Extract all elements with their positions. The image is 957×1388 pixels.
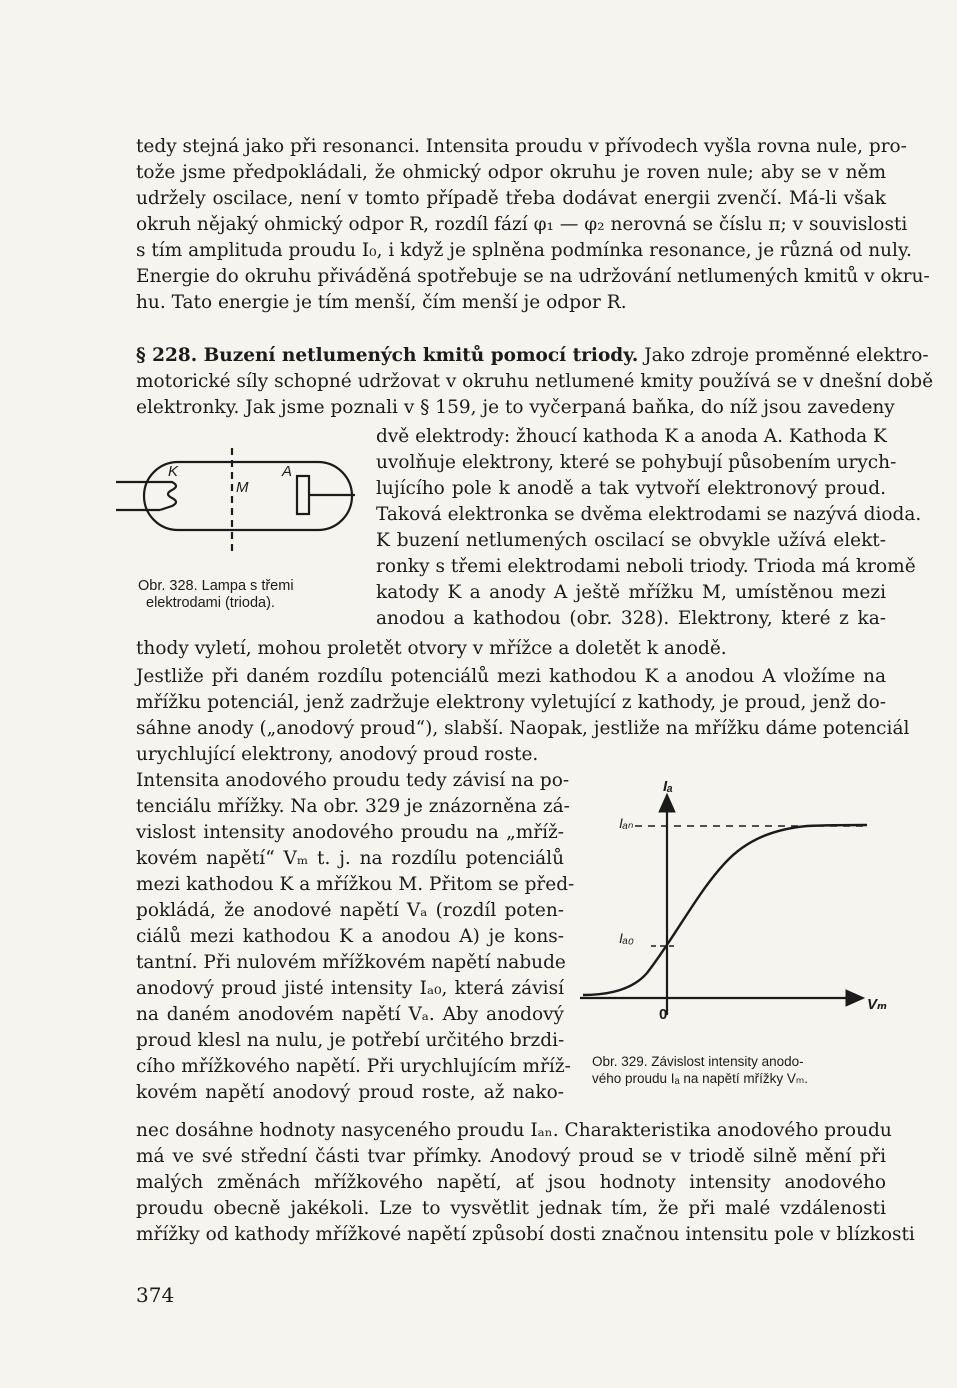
text-line: mřížky od kathody mřížkové napětí způsobí dosti značnou intensitu pole v blízkosti xyxy=(136,1224,915,1245)
text-line: anodou a kathodou (obr. 328). Elektrony, které z ka- xyxy=(376,608,886,629)
text-line: cího mřížkového napětí. Při urychlujícím mříž- xyxy=(136,1056,571,1077)
text-line: uvolňuje elektrony, které se pohybují působením urych- xyxy=(376,452,897,473)
anode-plate xyxy=(297,476,309,514)
text-line: Jestliže při daném rozdílu potenciálů mezi kathodou K a anodou A vložíme na xyxy=(136,666,886,687)
text-line: anodový proud jisté intensity Iₐ₀, která závisí xyxy=(136,978,564,999)
text-line: malých změnách mřížkového napětí, ať jsou hodnoty intensity anodového xyxy=(136,1172,886,1193)
cathode-label: K xyxy=(168,463,179,480)
text-line: s tím amplituda proudu I₀, i když je splněna podmínka resonance, je různá od nuly. xyxy=(136,240,912,261)
text-line: tenciálu mřížky. Na obr. 329 je znázorněna zá- xyxy=(136,796,570,817)
text-line: mezi kathodou K a mřížkou M. Přitom se před- xyxy=(136,874,575,895)
figure-328-caption-1: Obr. 328. Lampa s třemi xyxy=(138,578,294,594)
text-line: katody K a anody A ještě mřížku M, umístěnou mezi xyxy=(376,582,886,603)
figure-329-caption-1: Obr. 329. Závislost intensity anodo- xyxy=(592,1054,804,1069)
text-line: sáhne anody („anodový proud“), slabší. Naopak, jestliže na mřížku dáme potenciál xyxy=(136,718,910,739)
text-line: Intensita anodového proudu tedy závisí na po- xyxy=(136,770,570,791)
text-line: proudu obecně jakékoli. Lze to vysvětlit jednak tím, že při malé vzdálenosti xyxy=(136,1198,886,1219)
text-line: vislost intensity anodového proudu na „mříž- xyxy=(136,822,564,843)
text-line: tantní. Při nulovém mřížkovém napětí nabude xyxy=(136,952,566,973)
text-line: ciálů mezi kathodou K a anodou A) je kons- xyxy=(136,926,564,947)
text-line: nec dosáhne hodnoty nasyceného proudu Iₐₙ. Charakteristika anodového proudu xyxy=(136,1120,892,1141)
text-line: Energie do okruhu přiváděná spotřebuje se na udržování netlumených kmitů v okru- xyxy=(136,266,930,287)
text-line: okruh nějaký ohmický odpor R, rozdíl fází φ₁ — φ₂ nerovná se číslu π; v souvislosti xyxy=(136,214,908,235)
anode-label: A xyxy=(282,463,293,480)
figure-329-caption-2: vého proudu Iₐ na napětí mřížky Vₘ. xyxy=(592,1071,809,1086)
figure-328-caption-2: elektrodami (trioda). xyxy=(146,595,275,611)
zero-grid-current-label: Iₐ₀ xyxy=(619,930,634,946)
section-228-line-3: elektronky. Jak jsme poznali v § 159, je to vyčerpaná baňka, do níž jsou zavedeny xyxy=(136,397,895,418)
text-line: kovém napětí“ Vₘ t. j. na rozdílu potenciálů xyxy=(136,848,564,869)
characteristic-curve xyxy=(583,825,867,995)
triode-figure xyxy=(110,440,360,570)
text-line: má ve své střední části tvar přímky. Anodový proud se v triodě silně mění při xyxy=(136,1146,886,1167)
saturation-label: Iₐₙ xyxy=(619,815,634,831)
cathode-filament xyxy=(160,482,176,510)
text-line: tedy stejná jako při resonanci. Intensita proudu v přívodech vyšla rovna nule, pro- xyxy=(136,136,907,157)
text-line: lujícího pole k anodě a tak vytvoří elektronový proud. xyxy=(376,478,886,499)
x-axis-label: Vₘ xyxy=(867,996,887,1013)
text-line: pokládá, že anodové napětí Vₐ (rozdíl poten- xyxy=(136,900,564,921)
text-line: Taková elektronka se dvěma elektrodami se nazývá dioda. xyxy=(376,504,922,525)
section-heading: § 228. Buzení netlumených kmitů pomocí triody. xyxy=(136,345,639,366)
page-number: 374 xyxy=(136,1283,175,1307)
origin-label: 0 xyxy=(659,1006,668,1023)
text-line: kovém napětí anodový proud roste, až nako- xyxy=(136,1082,564,1103)
section-228-line-2: motorické síly schopné udržovat v okruhu netlumené kmity používá se v dnešní době xyxy=(136,371,934,392)
text-line: proud klesl na nulu, je potřebí určitého brzdi- xyxy=(136,1030,565,1051)
text-line: ronky s třemi elektrodami neboli triody. Trioda má kromě xyxy=(376,556,916,577)
text-line: K buzení netlumených oscilací se obvykle užívá elekt- xyxy=(376,530,886,551)
text-line: hu. Tato energie je tím menší, čím menší je odpor R. xyxy=(136,292,627,313)
text-line: dvě elektrody: žhoucí kathoda K a anoda A. Kathoda K xyxy=(376,426,887,447)
text-line: mřížku potenciál, jenž zadržuje elektrony vyletující z kathody, je proud, jenž do- xyxy=(136,692,886,713)
text-line: urychlující elektrony, anodový proud roste. xyxy=(136,744,539,765)
y-axis-label: Iₐ xyxy=(663,778,673,795)
text-line: na daném anodovém napětí Vₐ. Aby anodový xyxy=(136,1004,564,1025)
grid-label: M xyxy=(236,479,249,496)
section-intro: Jako zdroje proměnné elektro- xyxy=(644,345,929,366)
text-line: tože jsme předpokládali, že ohmický odpor okruhu je roven nule; aby se v něm xyxy=(136,162,886,183)
section-228-line-1 xyxy=(136,343,929,369)
text-line: udržely oscilace, není v tomto případě třeba dodávat energii zvenčí. Má-li však xyxy=(136,188,886,209)
section-228-after: thody vyletí, mohou proletět otvory v mřížce a doletět k anodě. xyxy=(136,638,727,659)
characteristic-figure xyxy=(575,775,895,1035)
